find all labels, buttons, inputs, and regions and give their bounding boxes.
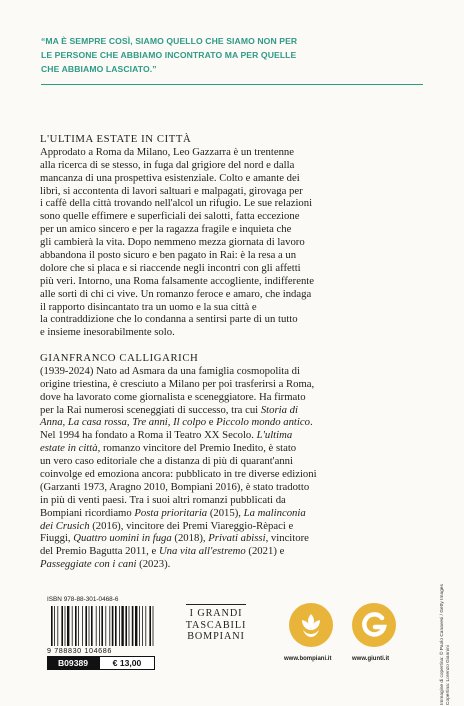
barcode-bar xyxy=(82,606,83,646)
barcode-bar xyxy=(91,606,93,646)
barcode-bar xyxy=(78,606,79,646)
bio-line: dove ha lavorato come giornalista e sceneggiatore. Ha firmato xyxy=(40,390,306,403)
synopsis-line: dolore che si placa e si riaccende negli incontri con gli affetti xyxy=(40,261,301,274)
series-line: I GRANDI xyxy=(189,608,243,619)
barcode-bar xyxy=(99,606,100,646)
credit-line: Immagine di copertina: © Paolo Canavesi / Getty Images xyxy=(440,584,445,705)
bio-line: per la Rai numerosi sceneggiati di successo, tra cui Storia di xyxy=(40,403,298,416)
series-logo xyxy=(176,608,256,643)
quote-divider xyxy=(41,84,423,85)
barcode-bar xyxy=(149,606,151,646)
giunti-url: www.giunti.it xyxy=(352,656,390,662)
barcode-bar xyxy=(57,606,58,646)
barcode-bar xyxy=(72,606,73,646)
barcode-bar xyxy=(85,606,87,646)
series-line: TASCABILI xyxy=(185,619,247,631)
quote-line: CHE ABBIAMO LASCIATO.” xyxy=(41,64,157,74)
barcode-bar xyxy=(115,606,117,646)
author-name-heading: GIANFRANCO CALLIGARICH xyxy=(40,352,199,364)
synopsis-line: alla ricerca di se stesso, in fuga dal grigiore del nord e dalla xyxy=(40,158,295,171)
barcode-bar xyxy=(139,606,140,646)
synopsis-line: mancanza di una prospettiva esistenziale. Colto e amante dei xyxy=(40,171,300,184)
synopsis-line: gli cambierà la vita. Dopo nemmeno mezza giornata di lavoro xyxy=(40,236,305,249)
synopsis-line: il rapporto disincantato tra un uomo e la sua città e xyxy=(40,300,257,313)
image-credits xyxy=(440,585,452,705)
barcode-bar xyxy=(65,606,66,646)
synopsis-line: sono quelle effimere e superficiali dei salotti, fatta eccezione xyxy=(40,210,300,223)
barcode-bar xyxy=(75,606,77,646)
bompiani-url: www.bompiani.it xyxy=(284,656,332,662)
barcode-bar xyxy=(135,606,137,646)
barcode-digits: 9 788830 104686 xyxy=(47,646,112,655)
bio-line: del Premio Bagutta 2011, e Una vita all'estremo (2021) e xyxy=(40,545,285,558)
barcode-bar xyxy=(109,606,110,646)
series-rule xyxy=(186,604,246,605)
barcode-bar xyxy=(61,606,63,646)
bio-line: Passeggiate con i cani (2023). xyxy=(40,558,171,571)
bio-line: in più di venti paesi. Tra i suoi altri romanzi pubblicati da xyxy=(40,493,286,506)
bio-line: origine triestina, è cresciuto a Milano per poi trasferirsi a Roma, xyxy=(40,377,315,390)
barcode-bar xyxy=(142,606,143,646)
barcode-bar xyxy=(125,606,127,646)
bio-line: Fiuggi, Quattro uomini in fuga (2018), Privati abissi, vincitore xyxy=(40,532,309,545)
synopsis-line: e insieme inesorabilmente solo. xyxy=(40,326,175,339)
isbn-number: ISBN 978-88-301-0468-6 xyxy=(47,596,119,603)
bio-line: un vero caso editoriale che a distanza di più di quarant'anni xyxy=(40,455,293,468)
bio-line: Bompiani ricordiamo Posta prioritaria (2015), La malinconia xyxy=(40,506,306,519)
synopsis-line: i caffè della città trovando nell'alcol un rifugio. Le sue relazioni xyxy=(40,197,313,210)
barcode-bar xyxy=(119,606,120,646)
synopsis-line: libri, si accontenta di lavori saltuari e malpagati, girovaga per xyxy=(40,184,303,197)
barcode xyxy=(51,606,155,646)
barcode-bar xyxy=(132,606,134,646)
barcode-bar xyxy=(96,606,97,646)
synopsis-line: Approdato a Roma da Milano, Leo Gazzarra è un trentenne xyxy=(40,145,295,158)
quote-line: “MA È SEMPRE COSÌ, SIAMO QUELLO CHE SIAMO NON PER xyxy=(41,36,298,46)
bio-line: dei Crusich (2016), vincitore dei Premi Viareggio-Rèpaci e xyxy=(40,519,294,532)
synopsis-line: più veri. Intorno, una Roma falsamente accogliente, indifferente xyxy=(40,274,315,287)
pull-quote xyxy=(41,34,341,76)
synopsis-line: per un amico sincero e per la ragazza fragile e inquieta che xyxy=(40,223,292,236)
bio-line: (Garzanti 1973, Aragno 2010, Bompiani 2016), è stato tradotto xyxy=(40,480,310,493)
book-title-heading: L'ULTIMA ESTATE IN CITTÀ xyxy=(40,133,192,145)
bio-line: estate in città, romanzo vincitore del Premio Inedito, è stato xyxy=(40,442,297,455)
barcode-bar xyxy=(101,606,103,646)
bio-line: coinvolge ed emoziona ancora: pubblicato in tre diverse edizioni xyxy=(40,468,317,481)
barcode-bar xyxy=(54,606,55,646)
synopsis-line: la contraddizione che lo condanna a sentirsi parte di un tutto xyxy=(40,313,298,326)
quote-line: LE PERSONE CHE ABBIAMO INCONTRATO MA PER QUELLE xyxy=(41,50,297,60)
price-label: € 13,00 xyxy=(99,656,155,670)
bompiani-logo-icon xyxy=(289,603,333,647)
barcode-bar xyxy=(112,606,114,646)
barcode-bar xyxy=(51,606,53,646)
barcode-bar xyxy=(153,606,154,646)
product-code: B09389 xyxy=(47,656,99,670)
barcode-bar xyxy=(89,606,90,646)
barcode-bar xyxy=(105,606,106,646)
giunti-logo-icon xyxy=(352,603,396,647)
bio-line: Anna, La casa rossa, Tre anni, Il colpo e Piccolo mondo antico. xyxy=(40,416,313,429)
barcode-bar xyxy=(67,606,69,646)
barcode-bar xyxy=(145,606,146,646)
synopsis-line: abbandona il posto sicuro e ben pagato in Rai: è la resa a un xyxy=(40,249,297,262)
book-synopsis xyxy=(40,133,430,339)
series-line: BOMPIANI xyxy=(187,631,245,642)
synopsis-line: alle sorti di chi ci vive. Un romanzo feroce e amaro, che indaga xyxy=(40,287,312,300)
author-bio xyxy=(40,352,430,571)
credit-line: Copertina: Lorenzo Giannini xyxy=(446,645,451,705)
bio-line: Nel 1994 ha fondato a Roma il Teatro XX Secolo. L'ultima xyxy=(40,429,293,442)
barcode-bar xyxy=(129,606,130,646)
barcode-bar xyxy=(121,606,123,646)
bio-line: (1939-2024) Nato ad Asmara da una famiglia cosmopolita di xyxy=(40,364,300,377)
